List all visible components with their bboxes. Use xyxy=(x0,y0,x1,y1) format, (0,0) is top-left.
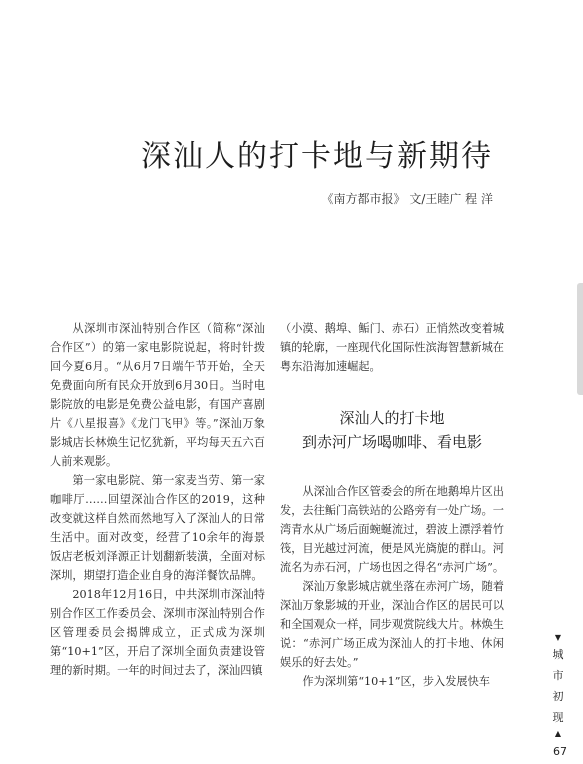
down-triangle-icon: ▼ xyxy=(554,633,562,642)
article-title: 深汕人的打卡地与新期待 xyxy=(141,139,493,174)
section-heading xyxy=(280,406,504,454)
paragraph-continuation: （小漠、鹅埠、鲘门、赤石）正悄然改变着城镇的轮廓，一座现代化国际性滨海智慧新城在粤东沿海加速崛起。 xyxy=(280,322,504,373)
paragraph: 2018年12月16日，中共深圳市深汕特别合作区工作委员会、深圳市深汕特别合作区管理委员会揭牌成立，正式成为深圳第“10+1”区，开启了深圳全面负责建设管理的新时期。一年的时间过去了，深汕四镇 xyxy=(50,588,265,677)
section-label-char: 现 xyxy=(552,711,564,724)
section-label-char: 城 xyxy=(552,648,564,661)
section-label-char: 初 xyxy=(552,690,564,703)
section-side-label xyxy=(543,632,573,740)
up-triangle-icon: ▲ xyxy=(554,729,562,738)
article-byline: 《南方都市报》 文/王睦广 程 洋 xyxy=(321,192,493,206)
left-column xyxy=(50,319,265,680)
page-number: 67 xyxy=(553,745,567,758)
paragraph: 深汕万象影城店就坐落在赤河广场，随着深汕万象影城的开业，深汕合作区的居民可以和全国观众一样，同步观赏院线大片。林焕生说：“赤河广场正成为深汕人的打卡地、休闲娱乐的好去处。” xyxy=(280,580,504,669)
paragraph: 从深圳市深汕特别合作区（简称“深汕合作区”）的第一家电影院说起，将时针拨回今夏6月。“从6月7日端午节开始，全天免费面向所有民众开放到6月30日。当时电影院放的电影是免费公益电影，有国产喜剧片《八星报喜》《龙门飞甲》等。”深汕万象影城店长林焕生记忆犹新，平均每天五六百人前来观影。 xyxy=(50,322,265,468)
section-label-char: 市 xyxy=(552,669,564,682)
page-edge-tab xyxy=(577,283,583,395)
section-heading-line: 到赤河广场喝咖啡、看电影 xyxy=(301,433,482,451)
section-heading-line: 深汕人的打卡地 xyxy=(339,409,445,427)
right-column xyxy=(280,319,504,691)
paragraph: 第一家电影院、第一家麦当劳、第一家咖啡厅……回望深汕合作区的2019，这种改变就这样自然而然地写入了深汕人的日常生活中。面对改变，经营了10余年的海景饭店老板刘泽源正计划翻新装潢，全面对标深圳，期望打造企业自身的海洋餐饮品牌。 xyxy=(50,474,265,582)
paragraph: 从深汕合作区管委会的所在地鹅埠片区出发，去往鲘门高铁站的公路旁有一处广场。一湾青水从广场后面蜿蜒流过，碧波上漂浮着竹筏，目光越过河流，便是风光旖旎的群山。河流名为赤石河，广场也因之得名“赤河广场”。 xyxy=(280,485,505,574)
paragraph: 作为深圳第“10+1”区，步入发展快车 xyxy=(302,675,490,688)
